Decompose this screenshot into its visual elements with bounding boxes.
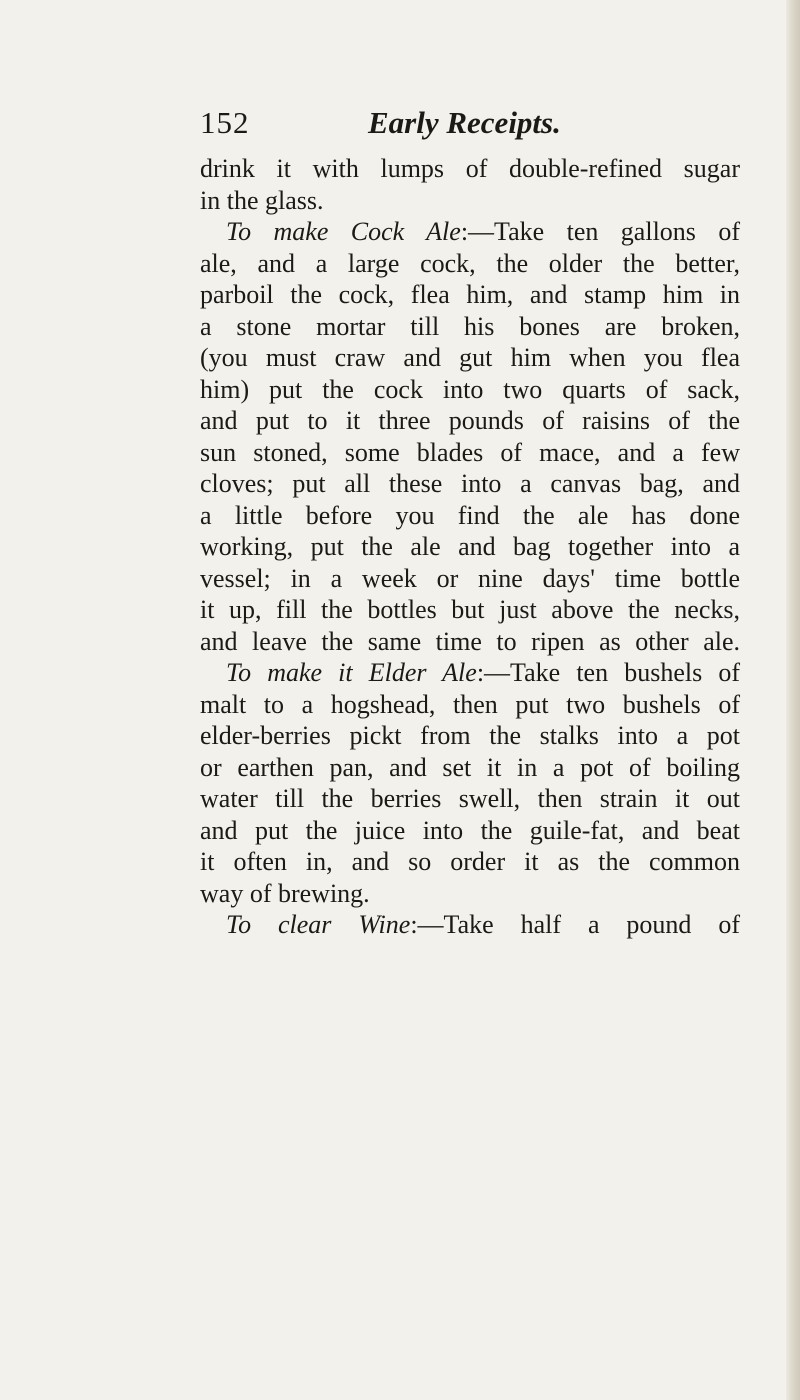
- text-line: sun stoned, some blades of mace, and a few: [200, 437, 740, 467]
- recipe-heading: To make it Elder Ale: [226, 658, 477, 687]
- recipe-heading-line: To clear Wine:—Take half a pound of: [226, 910, 740, 939]
- book-title: Early Receipts.: [368, 105, 561, 140]
- text-line: a stone mortar till his bones are broken,: [200, 311, 740, 341]
- recipe-heading-line: To make Cock Ale:—Take ten gallons of: [226, 217, 740, 246]
- text-line: a little before you find the ale has done: [200, 500, 740, 530]
- text-line: parboil the cock, flea him, and stamp him in: [200, 280, 740, 309]
- text-line: vessel; in a week or nine days' time bottle: [200, 563, 740, 593]
- text-line: (you must craw and gut him when you flea: [200, 343, 740, 372]
- page-number: 152: [200, 105, 250, 140]
- text-line: and put the juice into the guile-fat, and beat: [200, 815, 740, 845]
- text-line: ale, and a large cock, the older the better,: [200, 248, 740, 278]
- body-text: [200, 153, 740, 941]
- recipe-heading-line: To make it Elder Ale:—Take ten bushels of: [226, 658, 740, 687]
- running-head: [200, 103, 760, 143]
- page-edge: [786, 0, 800, 1400]
- text-line: drink it with lumps of double-refined sugar: [200, 154, 740, 183]
- text-line: malt to a hogshead, then put two bushels of: [200, 689, 740, 719]
- text-line: and leave the same time to ripen as other ale.: [200, 626, 740, 656]
- text-line: or earthen pan, and set it in a pot of boiling: [200, 752, 740, 782]
- recipe-heading: To make Cock Ale: [226, 217, 461, 246]
- text-line: cloves; put all these into a canvas bag, and: [200, 469, 740, 498]
- text-line: it often in, and so order it as the common: [200, 847, 740, 876]
- text-line: elder-berries pickt from the stalks into a pot: [200, 721, 740, 750]
- text-line: it up, fill the bottles but just above the necks,: [200, 595, 740, 624]
- recipe-heading: To clear Wine: [226, 910, 411, 939]
- text-line: working, put the ale and bag together into a: [200, 532, 740, 561]
- text-line: in the glass.: [200, 185, 324, 215]
- text-line: and put to it three pounds of raisins of the: [200, 406, 740, 435]
- text-line: water till the berries swell, then strain it out: [200, 784, 740, 813]
- text-line: him) put the cock into two quarts of sack,: [200, 374, 740, 404]
- text-line: way of brewing.: [200, 878, 370, 908]
